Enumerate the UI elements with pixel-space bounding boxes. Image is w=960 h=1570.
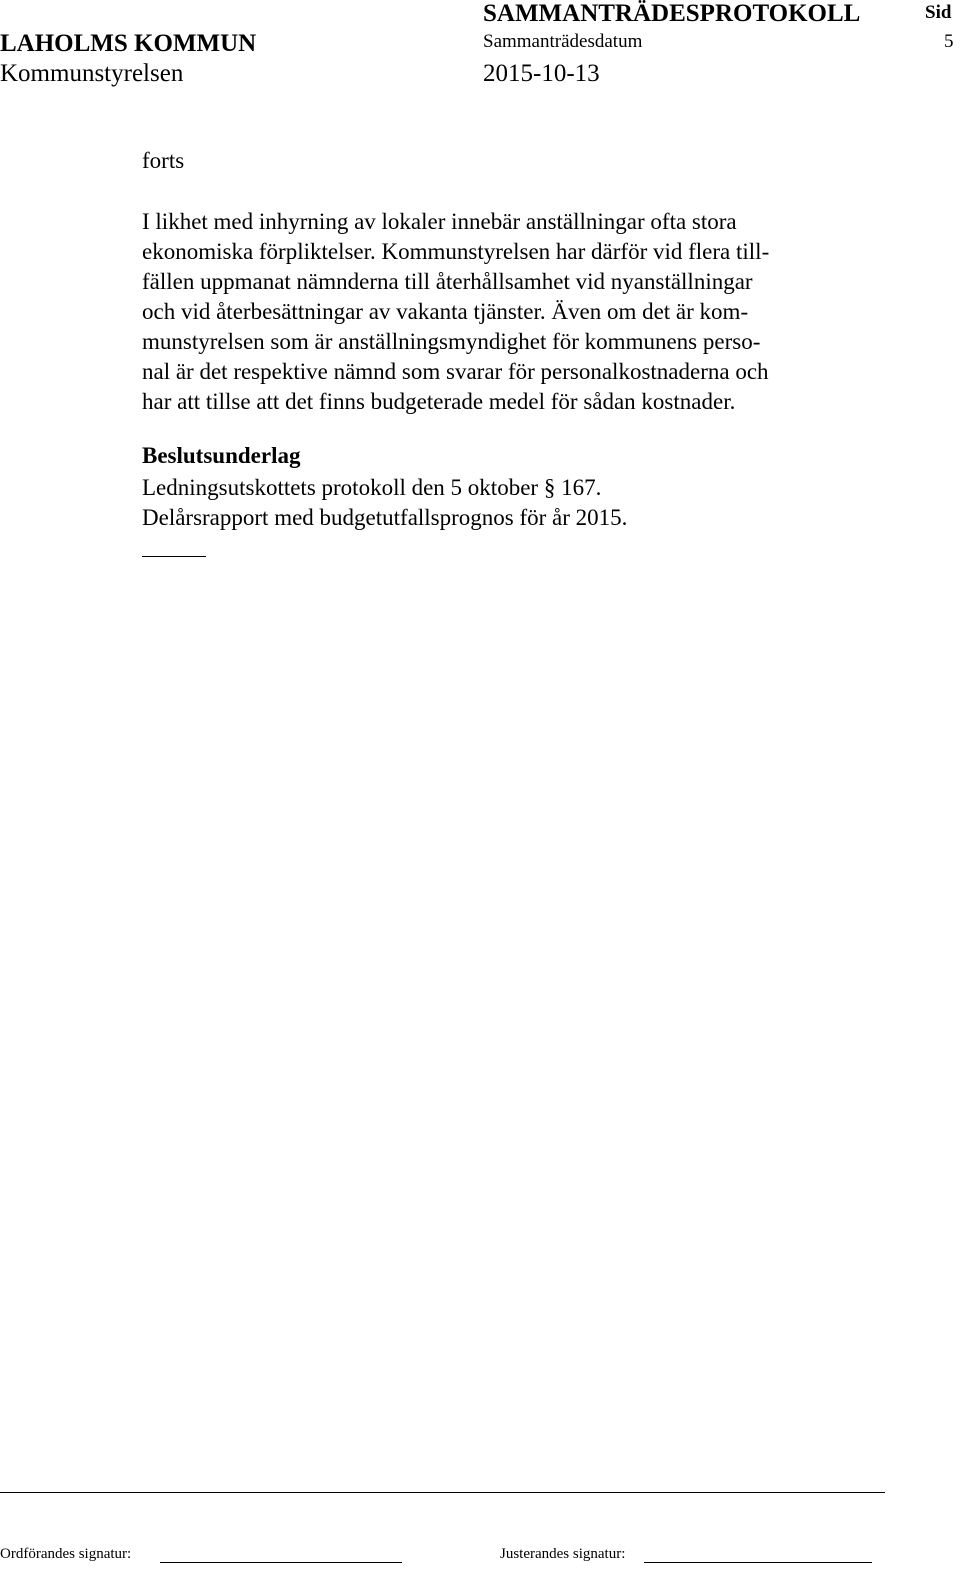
list-item: Delårsrapport med budgetutfallsprognos för år 2015. (142, 505, 628, 530)
paragraph-line: fällen uppmanat nämnderna till återhållsamhet vid nyanställningar (142, 269, 753, 294)
meeting-date-label: Sammanträdesdatum (483, 31, 643, 52)
paragraph-line: och vid återbesättningar av vakanta tjänster. Även om det är kom- (142, 299, 749, 324)
page-label: Sid (925, 2, 952, 23)
list-item: Ledningsutskottets protokoll den 5 oktober § 167. (142, 475, 602, 500)
footer-divider (0, 1492, 885, 1493)
continuation-marker: forts (142, 148, 185, 173)
section-heading: Beslutsunderlag (142, 443, 301, 468)
board-name: Kommunstyrelsen (0, 60, 184, 87)
paragraph-line: nal är det respektive nämnd som svarar för personalkostnaderna och (142, 359, 769, 384)
organization-name: LAHOLMS KOMMUN (0, 30, 257, 57)
meeting-date: 2015-10-13 (483, 60, 600, 87)
page-number: 5 (944, 31, 954, 52)
paragraph-line: har att tillse att det finns budgeterade medel för sådan kostnader. (142, 389, 736, 414)
adjuster-signature-label: Justerandes signatur: (500, 1546, 626, 1562)
chair-signature-line (160, 1562, 402, 1563)
body-paragraph (142, 207, 848, 417)
adjuster-signature-line (644, 1562, 872, 1563)
paragraph-line: I likhet med inhyrning av lokaler innebär anställningar ofta stora (142, 209, 737, 234)
section-end-divider (142, 556, 206, 557)
decision-basis-list (142, 473, 627, 533)
paragraph-line: ekonomiska förpliktelser. Kommunstyrelsen har därför vid flera till- (142, 239, 770, 264)
paragraph-line: munstyrelsen som är anställningsmyndighet för kommunens perso- (142, 329, 761, 354)
chair-signature-label: Ordförandes signatur: (0, 1546, 132, 1562)
document-title: SAMMANTRÄDESPROTOKOLL (483, 0, 861, 27)
